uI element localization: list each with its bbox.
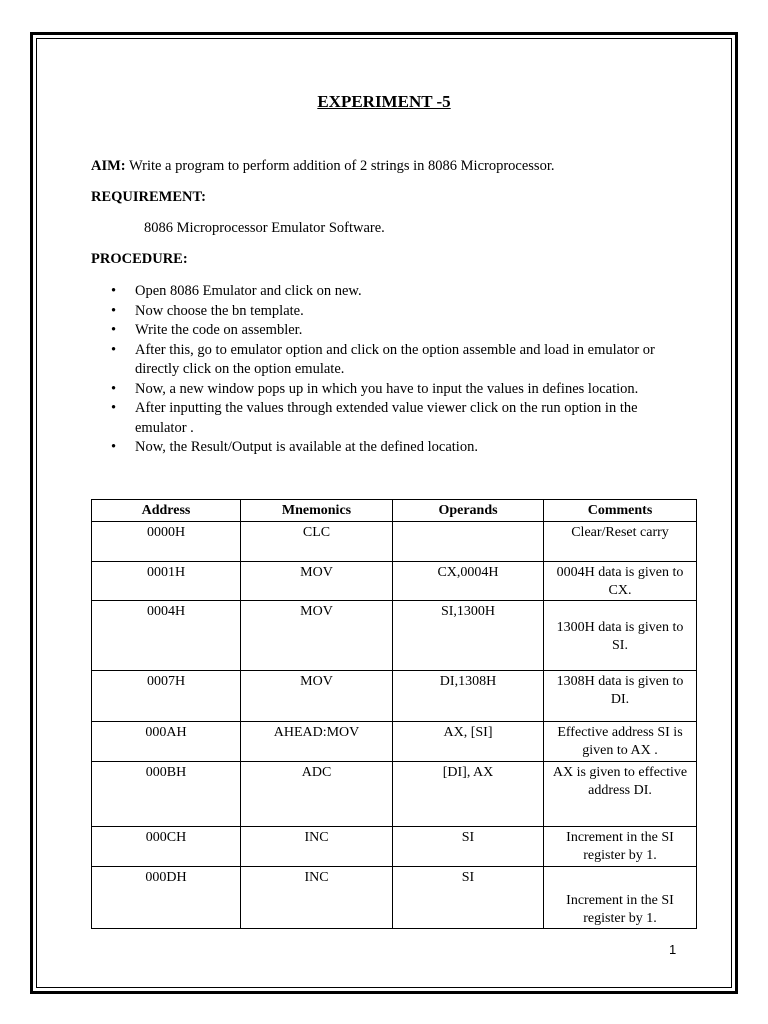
address-cell: 000AH — [92, 722, 241, 762]
requirement-heading: REQUIREMENT: — [91, 189, 206, 205]
table-row — [92, 827, 697, 867]
comment-cell: 1308H data is given to DI. — [544, 671, 697, 722]
address-cell: 000BH — [92, 762, 241, 827]
bullet-icon: • — [111, 400, 117, 416]
procedure-step — [91, 321, 691, 341]
procedure-step-text: Open 8086 Emulator and click on new. — [135, 283, 362, 299]
table-header-row — [92, 500, 697, 522]
table-row — [92, 762, 697, 827]
aim-text: Write a program to perform addition of 2 strings in 8086 Microprocessor. — [125, 158, 555, 174]
table-row — [92, 671, 697, 722]
mnemonic-cell: MOV — [241, 562, 393, 601]
operand-cell: SI — [393, 827, 544, 867]
operand-cell: [DI], AX — [393, 762, 544, 827]
table-row — [92, 522, 697, 562]
mnemonic-cell: MOV — [241, 671, 393, 722]
table-row — [92, 562, 697, 601]
address-cell: 000CH — [92, 827, 241, 867]
mnemonic-cell: INC — [241, 867, 393, 929]
requirement-text: 8086 Microprocessor Emulator Software. — [144, 220, 385, 236]
table-row — [92, 722, 697, 762]
procedure-step — [91, 399, 691, 438]
header-operands: Operands — [393, 500, 544, 522]
address-cell: 0007H — [92, 671, 241, 722]
mnemonic-cell: INC — [241, 827, 393, 867]
procedure-step — [91, 302, 691, 322]
aim-label: AIM: — [91, 158, 126, 174]
header-comments: Comments — [544, 500, 697, 522]
bullet-icon: • — [111, 283, 117, 299]
operand-cell: AX, [SI] — [393, 722, 544, 762]
bullet-icon: • — [111, 439, 117, 455]
procedure-step — [91, 380, 691, 400]
procedure-step-text: Write the code on assembler. — [135, 322, 303, 338]
procedure-steps — [91, 282, 691, 458]
operand-cell: CX,0004H — [393, 562, 544, 601]
comment-cell: Increment in the SI register by 1. — [544, 867, 697, 929]
bullet-icon: • — [111, 380, 117, 397]
operand-cell: SI — [393, 867, 544, 929]
mnemonic-cell: CLC — [241, 522, 393, 562]
header-address: Address — [92, 500, 241, 522]
operand-cell — [393, 522, 544, 562]
mnemonic-cell: MOV — [241, 601, 393, 671]
mnemonic-cell: AHEAD:MOV — [241, 722, 393, 762]
page-title: EXPERIMENT -5 — [317, 92, 451, 111]
comment-cell: Increment in the SI register by 1. — [544, 827, 697, 867]
table-row — [92, 867, 697, 929]
address-cell: 0000H — [92, 522, 241, 562]
operand-cell: SI,1300H — [393, 601, 544, 671]
page-number: 1 — [669, 942, 677, 957]
bullet-icon: • — [111, 341, 117, 358]
comment-cell: 0004H data is given to CX. — [544, 562, 697, 601]
procedure-step — [91, 341, 691, 380]
comment-cell: Clear/Reset carry — [544, 522, 697, 562]
mnemonic-cell: ADC — [241, 762, 393, 827]
address-cell: 0004H — [92, 601, 241, 671]
operand-cell: DI,1308H — [393, 671, 544, 722]
procedure-step — [91, 282, 691, 302]
instruction-table — [91, 499, 697, 929]
procedure-step-text: Now, a new window pops up in which you have to input the values in defines location. — [135, 380, 639, 397]
aim-line — [91, 158, 554, 175]
bullet-icon: • — [111, 302, 117, 319]
bullet-icon: • — [111, 322, 117, 338]
address-cell: 000DH — [92, 867, 241, 929]
procedure-step-text: After inputting the values through extended value viewer click on the run option in the emulator . — [135, 400, 638, 436]
address-cell: 0001H — [92, 562, 241, 601]
comment-cell: Effective address SI is given to AX . — [544, 722, 697, 762]
procedure-step-text: After this, go to emulator option and click on the option assemble and load in emulator or directly click on the option emulate. — [135, 341, 655, 377]
procedure-heading: PROCEDURE: — [91, 251, 188, 267]
header-mnemonics: Mnemonics — [241, 500, 393, 522]
procedure-step — [91, 438, 691, 458]
comment-cell: AX is given to effective address DI. — [544, 762, 697, 827]
comment-cell: 1300H data is given to SI. — [544, 601, 697, 671]
table-row — [92, 601, 697, 671]
procedure-step-text: Now, the Result/Output is available at the defined location. — [135, 439, 478, 455]
procedure-step-text: Now choose the bn template. — [135, 302, 304, 319]
